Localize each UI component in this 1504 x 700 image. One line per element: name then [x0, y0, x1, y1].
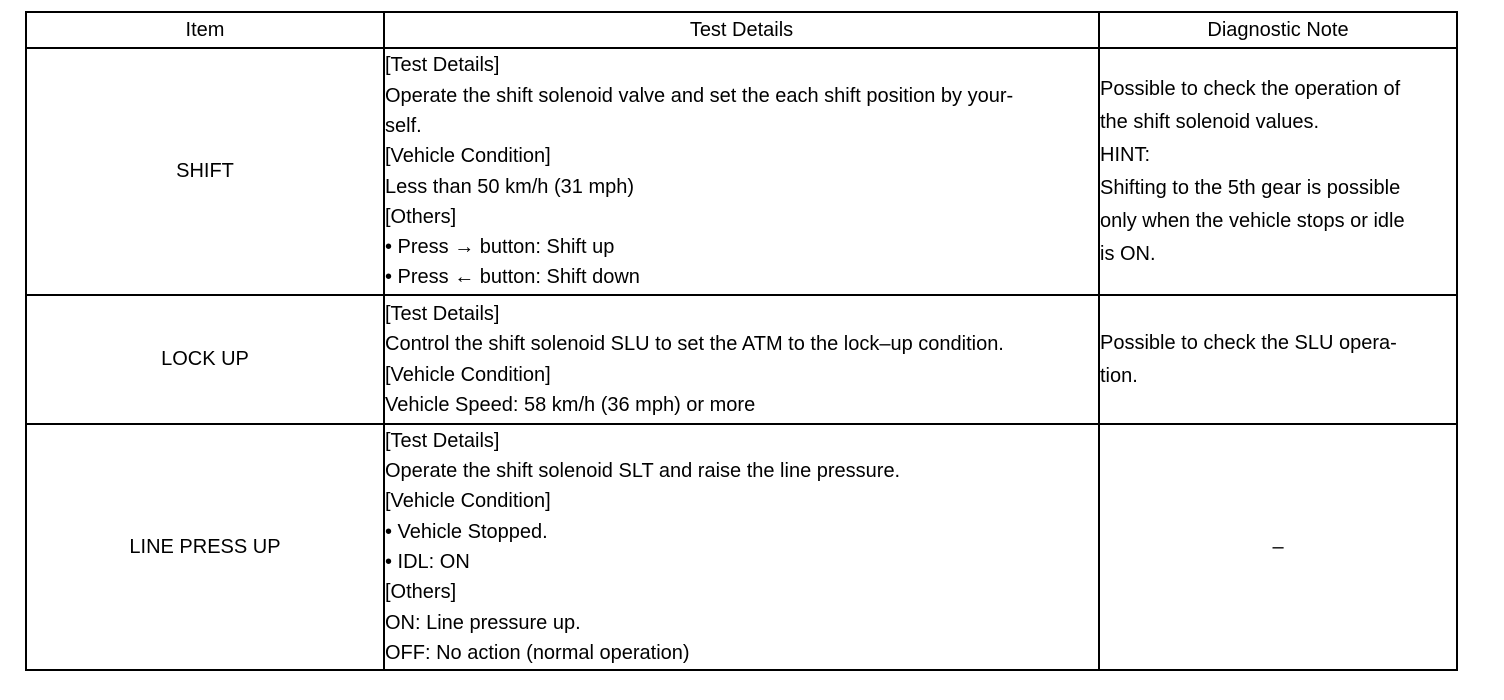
active-test-table — [25, 11, 1458, 671]
test-line: [Vehicle Condition] — [385, 363, 551, 386]
test-line: [Test Details] — [385, 302, 500, 325]
item-cell: LOCK UP — [26, 295, 384, 424]
test-line: [Others] — [385, 581, 457, 604]
test-line: • Press ← button: Shift down — [385, 266, 640, 289]
header-row — [26, 12, 1457, 48]
test-line: • Vehicle Stopped. — [385, 520, 548, 543]
test-line: [Test Details] — [385, 54, 500, 77]
test-line: • Press → button: Shift up — [385, 236, 615, 259]
test-line: [Vehicle Condition] — [385, 145, 551, 168]
diagnostic-note-cell — [1099, 48, 1457, 295]
diagnostic-note-cell — [1099, 295, 1457, 424]
test-details-cell — [384, 48, 1099, 295]
table-row-lock-up — [26, 295, 1457, 424]
test-line: [Others] — [385, 205, 457, 228]
test-line: • IDL: ON — [385, 551, 470, 573]
note-line: Possible to check the operation of — [1100, 77, 1401, 100]
test-line: OFF: No action (normal operation) — [385, 641, 690, 664]
test-line: Less than 50 km/h (31 mph) — [385, 175, 635, 198]
header-item: Item — [26, 12, 384, 48]
test-details-cell — [384, 424, 1099, 670]
note-line: the shift solenoid values. — [1100, 110, 1320, 133]
test-line: [Test Details] — [385, 429, 500, 452]
note-line: tion. — [1100, 364, 1138, 387]
table-row-line-press-up — [26, 424, 1457, 670]
test-line: Operate the shift solenoid SLT and raise the line pressure. — [385, 460, 901, 483]
note-line: Possible to check the SLU opera- — [1100, 331, 1397, 354]
item-cell: LINE PRESS UP — [26, 424, 384, 670]
test-line: self. — [385, 114, 422, 137]
note-line: only when the vehicle stops or idle — [1100, 209, 1405, 232]
test-line: ON: Line pressure up. — [385, 611, 581, 634]
note-line: HINT: — [1100, 143, 1150, 166]
diagnostic-note-cell — [1099, 424, 1457, 670]
note-dash: – — [1272, 535, 1284, 558]
test-line: Operate the shift solenoid valve and set the each shift position by your- — [385, 84, 1014, 107]
table-row-shift — [26, 48, 1457, 295]
item-cell: SHIFT — [26, 48, 384, 295]
note-line: Shifting to the 5th gear is possible — [1100, 176, 1401, 199]
header-diagnostic-note: Diagnostic Note — [1099, 12, 1457, 48]
test-line: Control the shift solenoid SLU to set the ATM to the lock–up condition. — [385, 333, 1004, 356]
note-line: is ON. — [1100, 242, 1156, 265]
test-line: [Vehicle Condition] — [385, 490, 551, 513]
test-details-cell — [384, 295, 1099, 424]
test-line: Vehicle Speed: 58 km/h (36 mph) or more — [385, 393, 756, 416]
header-test-details: Test Details — [384, 12, 1099, 48]
